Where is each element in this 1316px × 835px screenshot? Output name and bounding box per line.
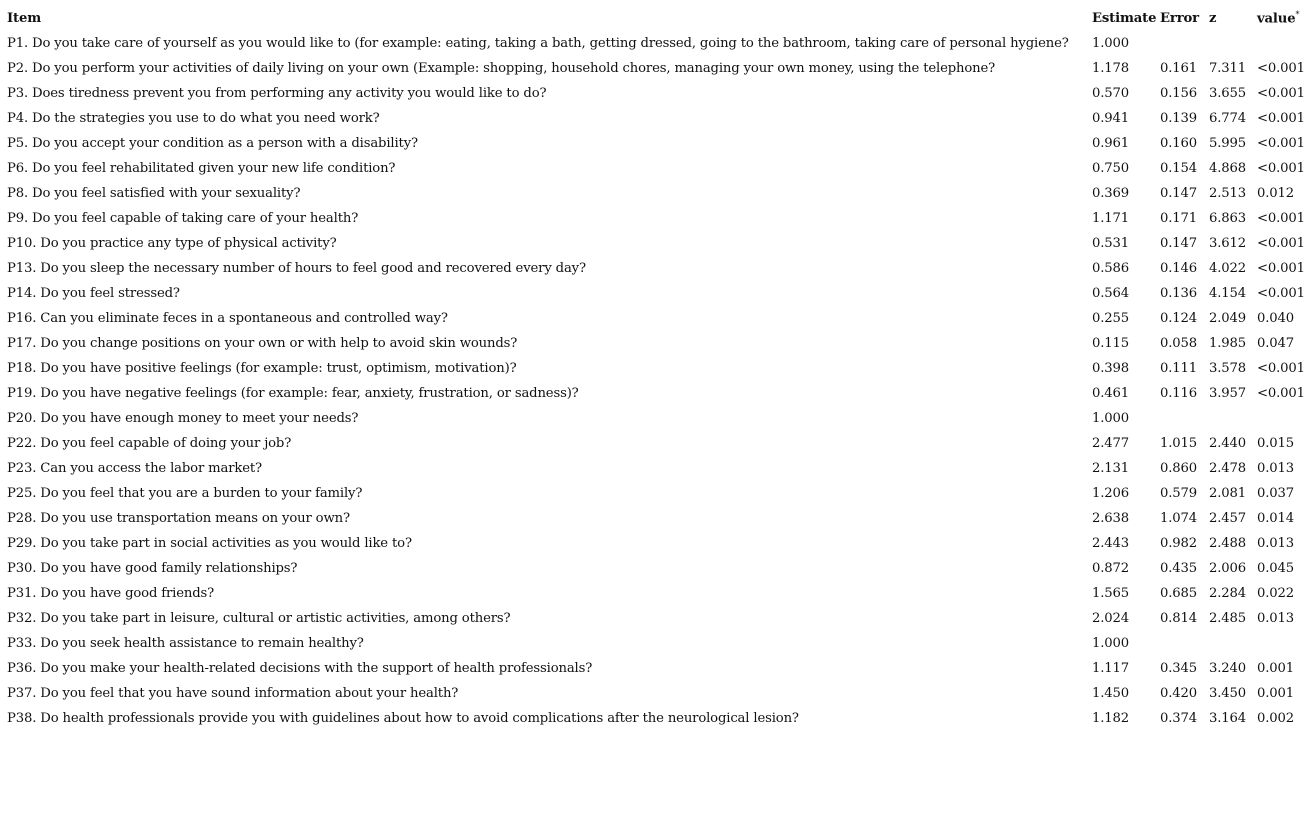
cell-value: 0.012 <box>1257 186 1295 201</box>
table-row <box>7 381 1309 406</box>
cell-error: 0.147 <box>1160 186 1198 201</box>
cell-error: 0.116 <box>1160 386 1198 401</box>
header-error: Error <box>1160 11 1199 26</box>
table-row <box>7 81 1309 106</box>
cell-error: 0.136 <box>1160 286 1198 301</box>
table-row <box>7 31 1309 56</box>
cell-z: 6.774 <box>1209 111 1247 126</box>
cell-estimate: 1.182 <box>1092 711 1130 726</box>
cell-z: 5.995 <box>1209 136 1247 151</box>
cell-error: 0.154 <box>1160 161 1198 176</box>
factor-loadings-table <box>7 6 1309 731</box>
cell-item: P25. Do you feel that you are a burden to your family? <box>7 486 363 501</box>
cell-z: 2.457 <box>1209 511 1247 526</box>
cell-item: P6. Do you feel rehabilitated given your new life condition? <box>7 161 396 176</box>
cell-item: P3. Does tiredness prevent you from performing any activity you would like to do? <box>7 86 547 101</box>
cell-error: 0.685 <box>1160 586 1198 601</box>
table-row <box>7 556 1309 581</box>
cell-item: P28. Do you use transportation means on your own? <box>7 511 350 526</box>
table-row <box>7 156 1309 181</box>
cell-value: <0.001 <box>1257 386 1305 401</box>
cell-estimate: 1.565 <box>1092 586 1130 601</box>
header-row <box>7 6 1309 31</box>
cell-z: 3.655 <box>1209 86 1247 101</box>
header-value-note: * <box>1295 10 1300 20</box>
cell-item: P8. Do you feel satisfied with your sexuality? <box>7 186 301 201</box>
cell-estimate: 0.255 <box>1092 311 1130 326</box>
results-table-container <box>7 6 1309 731</box>
cell-value: 0.013 <box>1257 536 1295 551</box>
table-body <box>7 31 1309 731</box>
cell-value: <0.001 <box>1257 161 1305 176</box>
cell-z: 2.049 <box>1209 311 1247 326</box>
cell-estimate: 0.586 <box>1092 261 1130 276</box>
table-header <box>7 6 1309 31</box>
cell-error <box>1160 406 1209 431</box>
cell-error: 1.015 <box>1160 436 1198 451</box>
table-row <box>7 481 1309 506</box>
cell-estimate: 2.638 <box>1092 511 1130 526</box>
cell-error: 0.058 <box>1160 336 1198 351</box>
cell-item: P18. Do you have positive feelings (for example: trust, optimism, motivation)? <box>7 361 517 376</box>
cell-error: 0.160 <box>1160 136 1198 151</box>
cell-estimate: 1.450 <box>1092 686 1130 701</box>
table-row <box>7 431 1309 456</box>
cell-z: 3.450 <box>1209 686 1247 701</box>
cell-item: P38. Do health professionals provide you with guidelines about how to avoid complications after the neurological lesion? <box>7 711 799 726</box>
cell-z: 2.478 <box>1209 461 1247 476</box>
cell-value: <0.001 <box>1257 136 1305 151</box>
cell-value: <0.001 <box>1257 286 1305 301</box>
cell-error <box>1160 31 1209 56</box>
cell-value: <0.001 <box>1257 61 1305 76</box>
cell-estimate: 0.961 <box>1092 136 1130 151</box>
cell-value: 0.045 <box>1257 561 1295 576</box>
cell-estimate: 0.941 <box>1092 111 1130 126</box>
table-row <box>7 531 1309 556</box>
cell-item: P2. Do you perform your activities of daily living on your own (Example: shopping, household chores, managing your own money, using the telephone? <box>7 61 996 76</box>
cell-estimate: 1.178 <box>1092 61 1130 76</box>
table-row <box>7 106 1309 131</box>
cell-z: 3.164 <box>1209 711 1247 726</box>
cell-item: P31. Do you have good friends? <box>7 586 215 601</box>
cell-error: 0.420 <box>1160 686 1198 701</box>
table-row <box>7 681 1309 706</box>
cell-item: P9. Do you feel capable of taking care of your health? <box>7 211 359 226</box>
cell-z: 2.513 <box>1209 186 1247 201</box>
table-row <box>7 406 1309 431</box>
cell-z: 4.022 <box>1209 261 1247 276</box>
cell-error: 0.435 <box>1160 561 1198 576</box>
cell-value: 0.002 <box>1257 711 1295 726</box>
table-row <box>7 581 1309 606</box>
table-row <box>7 256 1309 281</box>
table-row <box>7 456 1309 481</box>
cell-value: <0.001 <box>1257 361 1305 376</box>
cell-estimate: 1.206 <box>1092 486 1130 501</box>
cell-item: P5. Do you accept your condition as a person with a disability? <box>7 136 418 151</box>
cell-item: P22. Do you feel capable of doing your job? <box>7 436 292 451</box>
cell-error: 1.074 <box>1160 511 1198 526</box>
cell-error: 0.860 <box>1160 461 1198 476</box>
table-row <box>7 331 1309 356</box>
cell-estimate: 0.564 <box>1092 286 1130 301</box>
cell-z <box>1209 31 1257 56</box>
cell-value: 0.047 <box>1257 336 1295 351</box>
cell-estimate: 2.024 <box>1092 611 1130 626</box>
cell-z: 2.006 <box>1209 561 1247 576</box>
cell-error <box>1160 631 1209 656</box>
cell-item: P23. Can you access the labor market? <box>7 461 262 476</box>
table-row <box>7 506 1309 531</box>
cell-error: 0.124 <box>1160 311 1198 326</box>
cell-error: 0.374 <box>1160 711 1198 726</box>
cell-value: 0.015 <box>1257 436 1295 451</box>
cell-error: 0.171 <box>1160 211 1198 226</box>
cell-value: <0.001 <box>1257 211 1305 226</box>
cell-item: P4. Do the strategies you use to do what you need work? <box>7 111 380 126</box>
cell-estimate: 0.369 <box>1092 186 1130 201</box>
cell-value: 0.022 <box>1257 586 1295 601</box>
cell-estimate: 0.531 <box>1092 236 1130 251</box>
cell-value: <0.001 <box>1257 111 1305 126</box>
table-row <box>7 181 1309 206</box>
cell-z: 4.154 <box>1209 286 1247 301</box>
cell-z: 3.240 <box>1209 661 1247 676</box>
cell-z: 2.488 <box>1209 536 1247 551</box>
cell-error: 0.111 <box>1160 361 1198 376</box>
table-row <box>7 206 1309 231</box>
cell-z: 2.284 <box>1209 586 1247 601</box>
cell-estimate: 1.117 <box>1092 661 1130 676</box>
table-row <box>7 131 1309 156</box>
cell-item: P29. Do you take part in social activities as you would like to? <box>7 536 412 551</box>
cell-value <box>1257 631 1309 656</box>
cell-estimate: 1.000 <box>1092 36 1130 51</box>
cell-estimate: 1.000 <box>1092 411 1130 426</box>
header-z: z <box>1209 11 1217 26</box>
cell-item: P36. Do you make your health-related decisions with the support of health professionals? <box>7 661 593 676</box>
cell-estimate: 0.398 <box>1092 361 1130 376</box>
cell-error: 0.146 <box>1160 261 1198 276</box>
cell-z: 3.957 <box>1209 386 1247 401</box>
cell-error: 0.814 <box>1160 611 1198 626</box>
cell-value: 0.001 <box>1257 661 1295 676</box>
cell-error: 0.345 <box>1160 661 1198 676</box>
table-row <box>7 306 1309 331</box>
table-row <box>7 706 1309 731</box>
table-row <box>7 231 1309 256</box>
cell-estimate: 0.872 <box>1092 561 1130 576</box>
header-value-label: value <box>1257 11 1296 27</box>
cell-z: 1.985 <box>1209 336 1247 351</box>
cell-item: P32. Do you take part in leisure, cultural or artistic activities, among others? <box>7 611 511 626</box>
cell-estimate: 0.750 <box>1092 161 1130 176</box>
cell-value: 0.001 <box>1257 686 1295 701</box>
cell-value: <0.001 <box>1257 261 1305 276</box>
cell-item: P37. Do you feel that you have sound information about your health? <box>7 686 459 701</box>
cell-item: P16. Can you eliminate feces in a spontaneous and controlled way? <box>7 311 448 326</box>
cell-value <box>1257 406 1309 431</box>
cell-item: P30. Do you have good family relationships? <box>7 561 298 576</box>
cell-item: P17. Do you change positions on your own or with help to avoid skin wounds? <box>7 336 518 351</box>
cell-value: <0.001 <box>1257 86 1305 101</box>
cell-estimate: 2.131 <box>1092 461 1130 476</box>
cell-item: P19. Do you have negative feelings (for example: fear, anxiety, frustration, or sadness)? <box>7 386 579 401</box>
cell-value: 0.013 <box>1257 611 1295 626</box>
header-value <box>1257 6 1309 31</box>
cell-error: 0.161 <box>1160 61 1198 76</box>
cell-estimate: 0.570 <box>1092 86 1130 101</box>
table-row <box>7 606 1309 631</box>
cell-value <box>1257 31 1309 56</box>
cell-estimate: 0.115 <box>1092 336 1130 351</box>
cell-item: P10. Do you practice any type of physical activity? <box>7 236 337 251</box>
cell-item: P33. Do you seek health assistance to remain healthy? <box>7 636 364 651</box>
cell-value: <0.001 <box>1257 236 1305 251</box>
cell-z: 2.440 <box>1209 436 1247 451</box>
cell-item: P13. Do you sleep the necessary number of hours to feel good and recovered every day? <box>7 261 586 276</box>
cell-estimate: 0.461 <box>1092 386 1130 401</box>
cell-error: 0.982 <box>1160 536 1198 551</box>
cell-z: 7.311 <box>1209 61 1247 76</box>
cell-estimate: 1.000 <box>1092 636 1130 651</box>
table-row <box>7 56 1309 81</box>
cell-value: 0.013 <box>1257 461 1295 476</box>
cell-error: 0.147 <box>1160 236 1198 251</box>
cell-item: P1. Do you take care of yourself as you would like to (for example: eating, taking a bath, getting dressed, going to the bathroom, taking care of personal hygiene? <box>7 36 1069 51</box>
header-item: Item <box>7 11 42 26</box>
cell-item: P14. Do you feel stressed? <box>7 286 180 301</box>
cell-value: 0.014 <box>1257 511 1295 526</box>
cell-error: 0.156 <box>1160 86 1198 101</box>
cell-estimate: 2.443 <box>1092 536 1130 551</box>
cell-z: 2.485 <box>1209 611 1247 626</box>
table-row <box>7 631 1309 656</box>
cell-error: 0.579 <box>1160 486 1198 501</box>
cell-estimate: 1.171 <box>1092 211 1130 226</box>
cell-z <box>1209 631 1257 656</box>
cell-error: 0.139 <box>1160 111 1198 126</box>
cell-value: 0.040 <box>1257 311 1295 326</box>
cell-value: 0.037 <box>1257 486 1295 501</box>
cell-z: 6.863 <box>1209 211 1247 226</box>
table-row <box>7 656 1309 681</box>
cell-z <box>1209 406 1257 431</box>
cell-z: 3.612 <box>1209 236 1247 251</box>
cell-item: P20. Do you have enough money to meet your needs? <box>7 411 359 426</box>
cell-estimate: 2.477 <box>1092 436 1130 451</box>
table-row <box>7 356 1309 381</box>
header-estimate: Estimate <box>1092 11 1157 26</box>
cell-z: 2.081 <box>1209 486 1247 501</box>
cell-z: 4.868 <box>1209 161 1247 176</box>
cell-z: 3.578 <box>1209 361 1247 376</box>
table-row <box>7 281 1309 306</box>
